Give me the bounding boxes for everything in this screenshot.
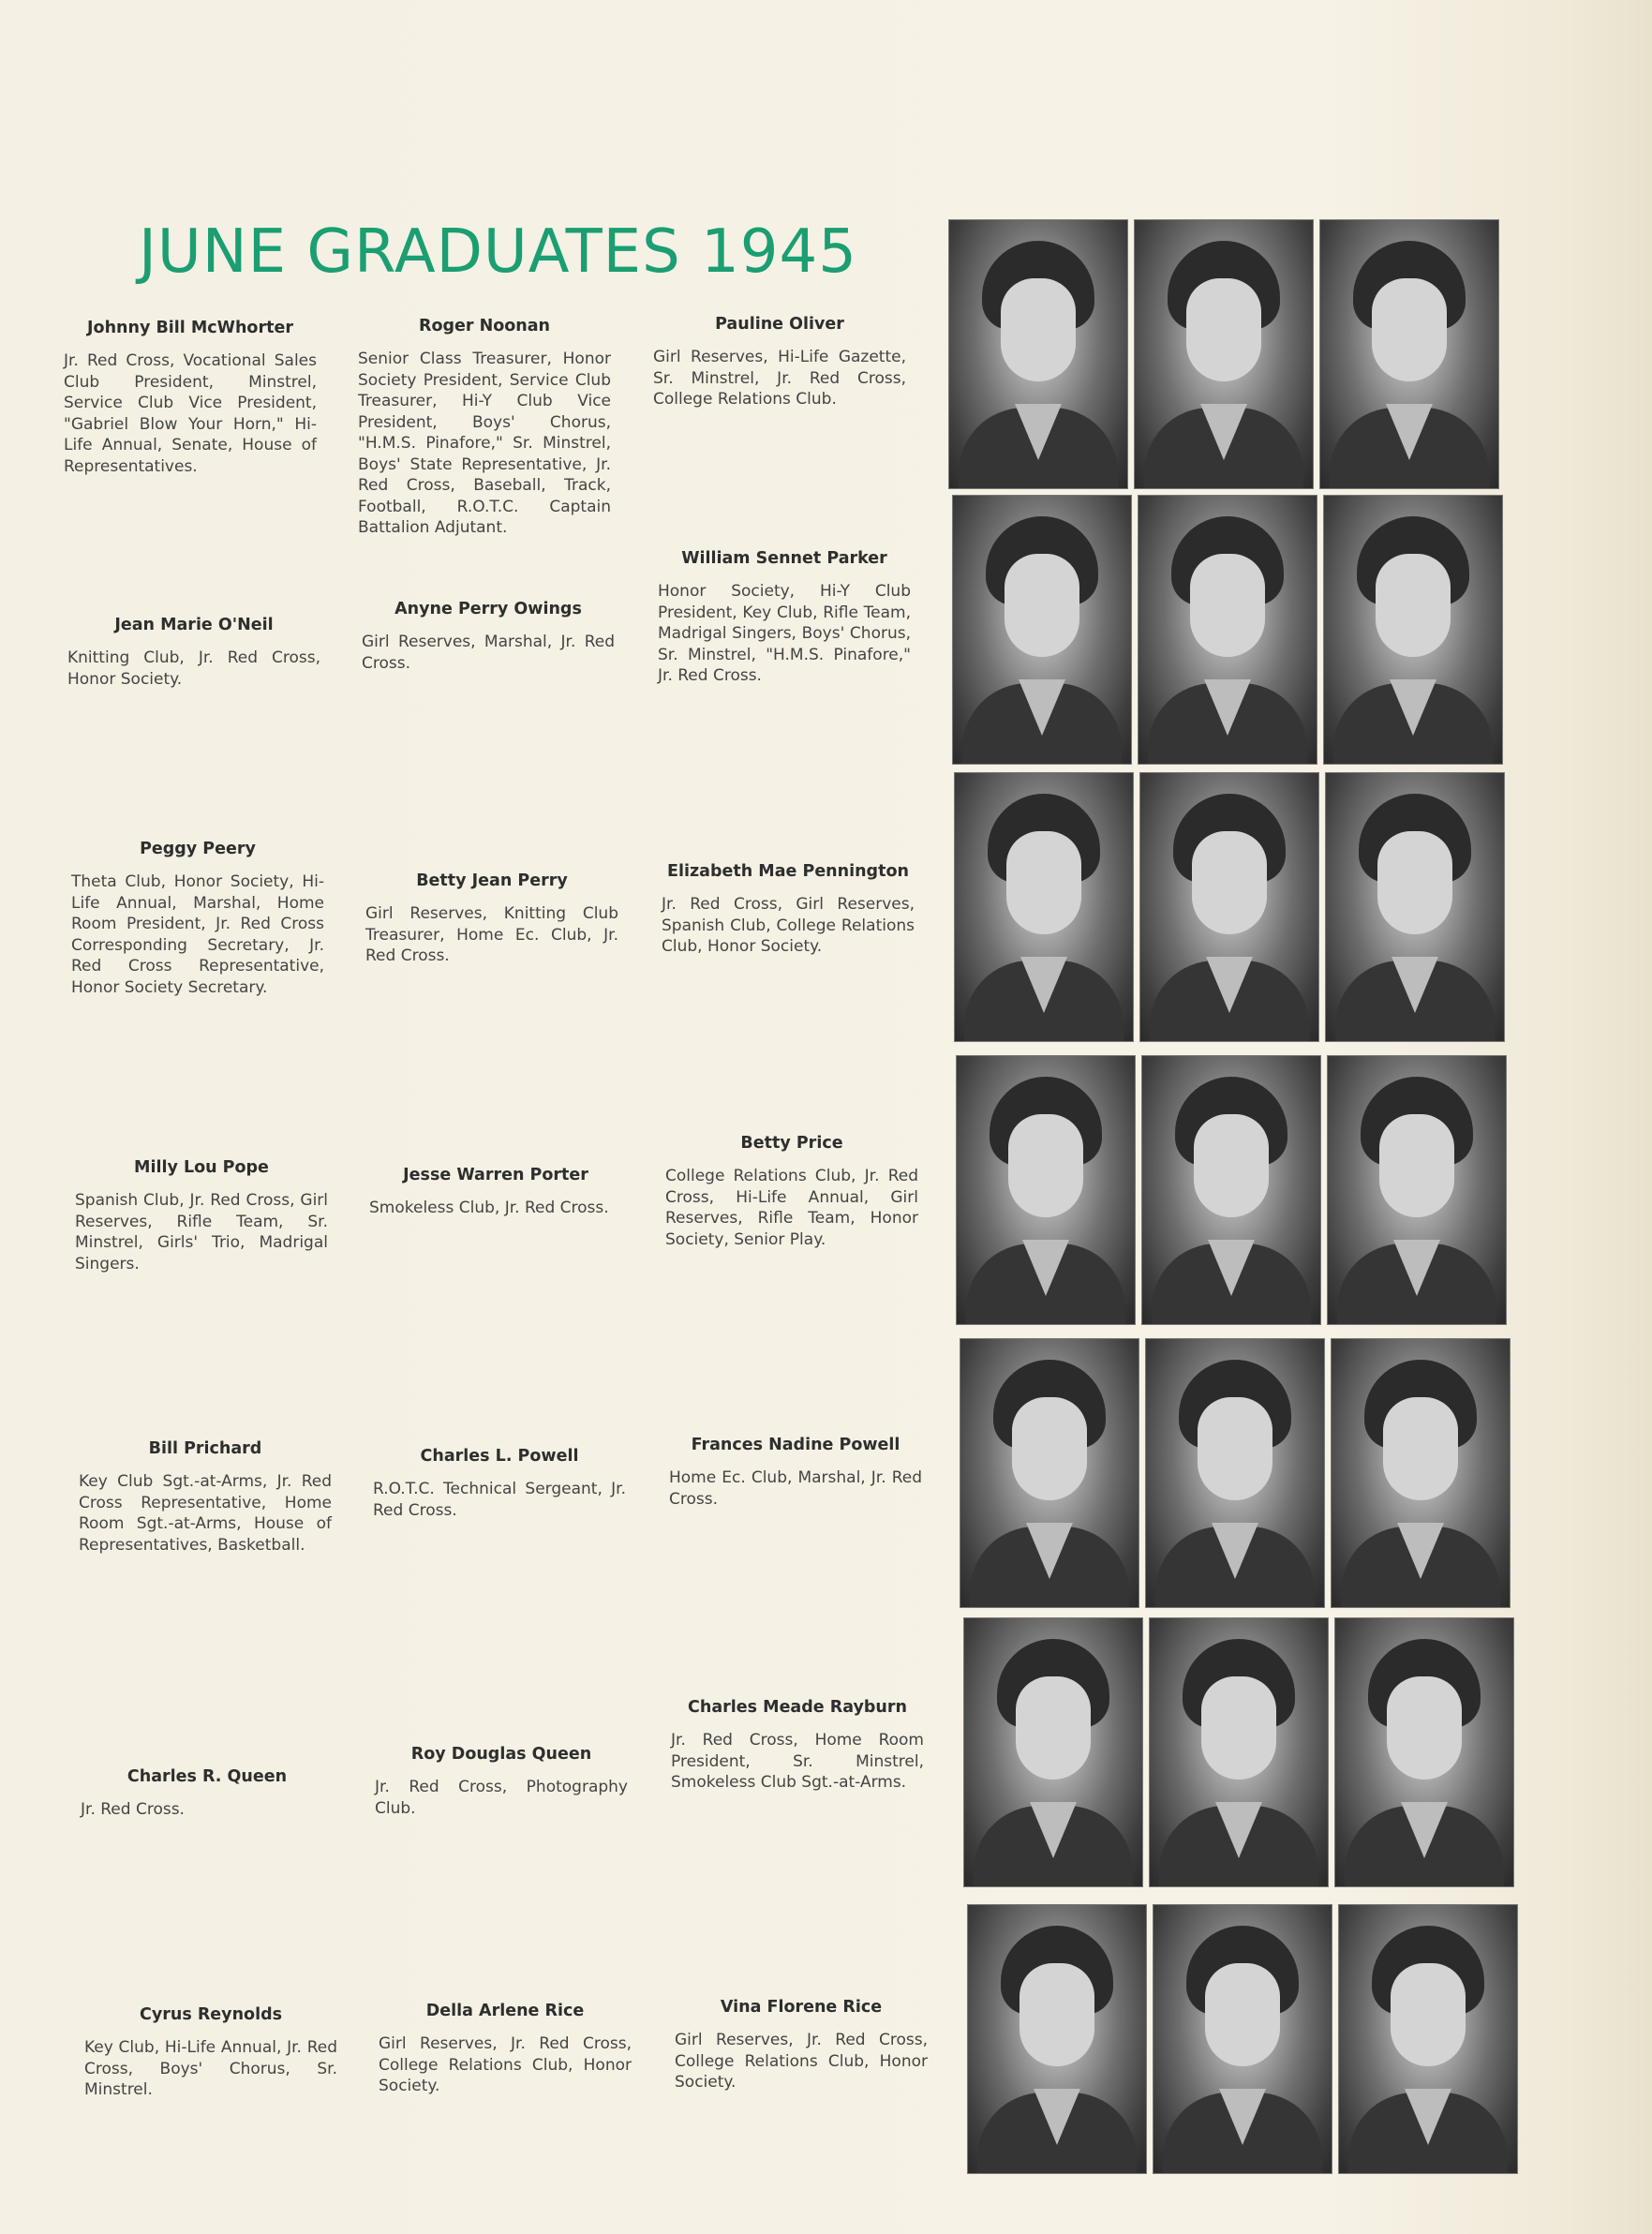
graduate-entry [81,1767,334,1821]
graduate-activities: R.O.T.C. Technical Sergeant, Jr. Red Cross. [373,1480,626,1520]
graduate-name: Elizabeth Mae Pennington [667,862,909,881]
graduate-activities: Spanish Club, Jr. Red Cross, Girl Reserves, Rifle Team, Sr. Minstrel, Girls' Trio, Madrigal Singers. [75,1191,328,1273]
graduate-activities: Girl Reserves, Hi-Life Gazette, Sr. Minstrel, Jr. Red Cross, College Relations Club. [653,348,906,409]
graduate-activities: Key Club Sgt.-at-Arms, Jr. Red Cross Representative, Home Room Sgt.-at-Arms, House of Representatives, Basketball. [79,1472,332,1555]
graduate-activities: Senior Class Treasurer, Honor Society President, Service Club Treasurer, Hi-Y Club Vice President, Boys' Chorus, "H.M.S. Pinafore," Sr. Minstrel, Boys' State Representative, Jr. Red Cross, Baseball, Track, Football, R.O.T.C. Captain Battalion Adjutant. [358,350,611,537]
portrait-photo [967,1904,1147,2174]
graduate-activities: Jr. Red Cross, Home Room President, Sr. Minstrel, Smokeless Club Sgt.-at-Arms. [671,1731,924,1792]
portrait-photo [1139,772,1319,1042]
graduate-name: Peggy Peery [140,840,256,858]
graduate-activities: Jr. Red Cross, Photography Club. [375,1778,628,1818]
portrait-photo [1327,1055,1507,1325]
graduate-name: Charles R. Queen [127,1767,288,1786]
portrait-photo [1134,219,1314,489]
graduate-name: Betty Price [740,1134,843,1153]
graduate-name: Milly Lou Pope [134,1158,269,1177]
portrait-photo [1334,1617,1514,1887]
graduate-name: Anyne Perry Owings [394,600,582,618]
graduate-entry [369,1166,622,1219]
graduate-activities: Girl Reserves, Knitting Club Treasurer, Home Ec. Club, Jr. Red Cross. [365,904,618,965]
portrait-photo [956,1055,1136,1325]
graduate-entry [662,862,915,958]
graduate-entry [669,1436,922,1510]
graduate-name: Betty Jean Perry [416,871,568,890]
graduate-name: Vina Florene Rice [720,1998,883,2017]
graduate-activities: Girl Reserves, Jr. Red Cross, College Relations Club, Honor Society. [379,2034,632,2095]
graduate-entry [75,1158,328,1274]
graduate-name: Charles Meade Rayburn [688,1698,907,1717]
graduate-entry [665,1134,918,1250]
graduate-activities: Jr. Red Cross, Vocational Sales Club President, Minstrel, Service Club Vice President, "Gabriel Blow Your Horn," Hi-Life Annual, Senate, House of Representatives. [64,351,317,476]
graduate-entry [675,1998,928,2093]
portrait-photo [1325,772,1505,1042]
graduate-name: Frances Nadine Powell [691,1436,900,1454]
graduate-entry [653,315,906,410]
graduate-entry [658,549,911,687]
portrait-photo [952,495,1132,765]
portrait-photo [1138,495,1317,765]
portrait-photo [1153,1904,1332,2174]
graduate-entry [671,1698,924,1794]
portrait-photo [1145,1338,1325,1608]
graduate-entry [67,616,320,690]
graduate-entry [375,1745,628,1819]
graduate-entry [84,2005,337,2101]
graduate-entry [365,871,618,967]
graduate-name: Pauline Oliver [715,315,844,334]
graduate-name: Charles L. Powell [420,1447,579,1466]
graduate-entry [71,840,324,998]
graduate-name: Jean Marie O'Neil [114,616,274,634]
portrait-photo [948,219,1128,489]
graduate-name: William Sennet Parker [681,549,887,568]
graduate-name: Johnny Bill McWhorter [87,319,293,337]
portrait-photo [1323,495,1503,765]
graduate-activities: Smokeless Club, Jr. Red Cross. [369,1199,609,1217]
graduate-name: Della Arlene Rice [425,2002,585,2020]
portrait-photo [1149,1617,1329,1887]
graduate-entry [379,2002,632,2097]
graduate-name: Roger Noonan [418,317,551,335]
graduate-activities: Key Club, Hi-Life Annual, Jr. Red Cross, Boys' Chorus, Sr. Minstrel. [84,2038,337,2099]
graduate-activities: Jr. Red Cross, Girl Reserves, Spanish Club, College Relations Club, Honor Society. [662,895,915,956]
portrait-photo [1319,219,1499,489]
portrait-photo [960,1338,1139,1608]
portrait-photo [1331,1338,1511,1608]
graduate-name: Roy Douglas Queen [410,1745,592,1764]
graduate-activities: Knitting Club, Jr. Red Cross, Honor Society. [67,648,320,689]
page-title: JUNE GRADUATES 1945 [139,217,857,287]
graduate-activities: Jr. Red Cross. [81,1800,185,1819]
graduate-entry [358,317,611,539]
graduate-activities: Home Ec. Club, Marshal, Jr. Red Cross. [669,1468,922,1509]
graduate-name: Bill Prichard [148,1439,262,1458]
portrait-photo [954,772,1134,1042]
graduate-activities: Girl Reserves, Jr. Red Cross, College Relations Club, Honor Society. [675,2031,928,2092]
portrait-photo [1141,1055,1321,1325]
graduate-entry [362,600,615,674]
graduate-entry [64,319,317,477]
graduate-activities: Honor Society, Hi-Y Club President, Key Club, Rifle Team, Madrigal Singers, Boys' Chorus, Sr. Minstrel, "H.M.S. Pinafore," Jr. Red Cross. [658,582,911,685]
graduate-activities: College Relations Club, Jr. Red Cross, Hi-Life Annual, Girl Reserves, Rifle Team, Honor Society, Senior Play. [665,1167,918,1249]
graduate-entry [79,1439,332,1556]
portrait-photo [1338,1904,1518,2174]
graduate-activities: Theta Club, Honor Society, Hi-Life Annual, Marshal, Home Room President, Jr. Red Cross Corresponding Secretary, Jr. Red Cross Representative, Honor Society Secretary. [71,872,324,997]
graduate-name: Cyrus Reynolds [139,2005,283,2024]
portrait-photo [963,1617,1143,1887]
graduate-activities: Girl Reserves, Marshal, Jr. Red Cross. [362,633,615,673]
graduate-entry [373,1447,626,1521]
graduate-name: Jesse Warren Porter [403,1166,588,1184]
